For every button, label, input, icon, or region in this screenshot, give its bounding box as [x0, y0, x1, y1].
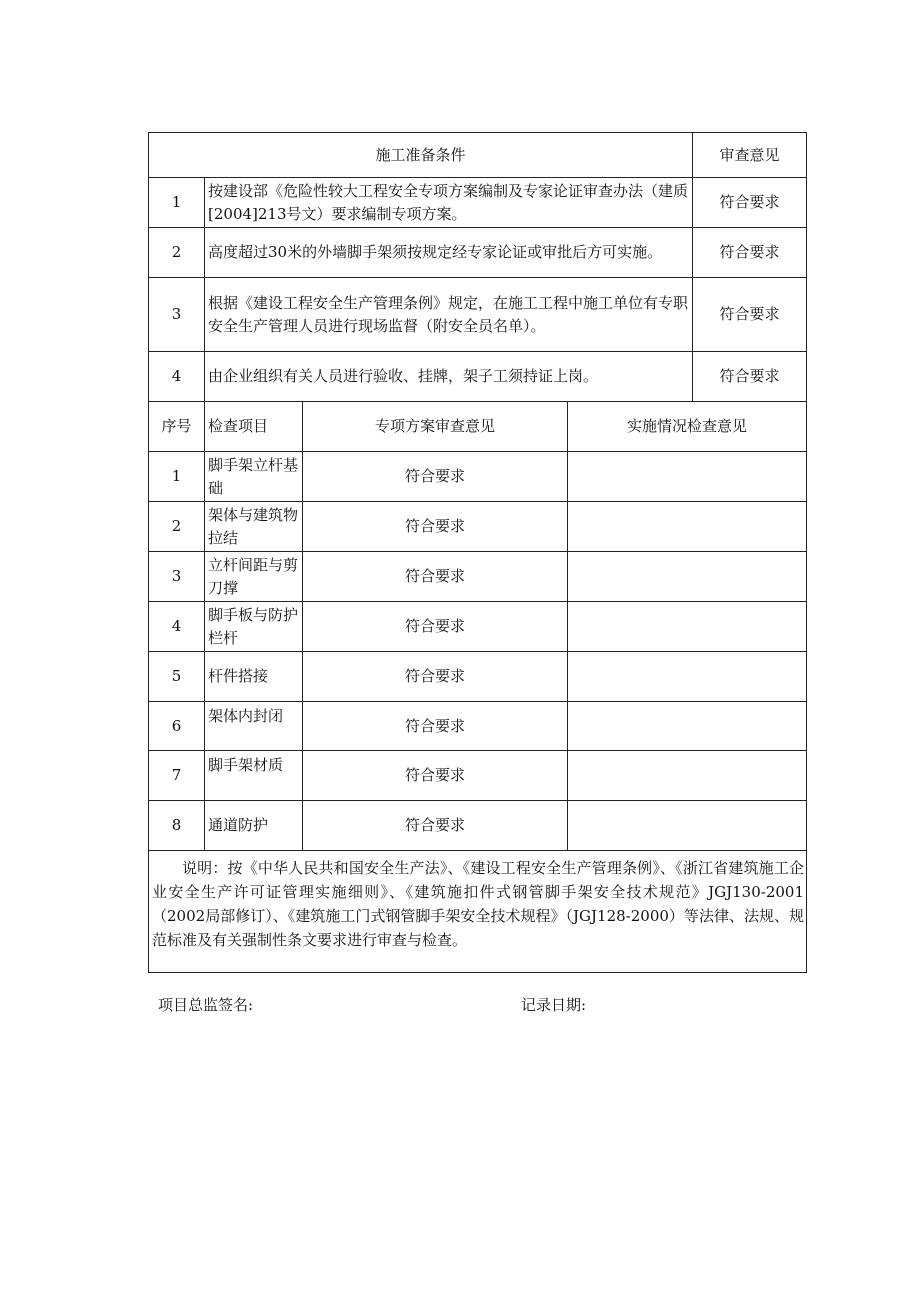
date-label: 记录日期:: [521, 996, 587, 1014]
check-row-no: 7: [149, 751, 205, 801]
check-row-item: 架体内封闭: [205, 702, 303, 751]
check-row-no: 2: [149, 502, 205, 552]
prep-row-no: 2: [149, 228, 205, 278]
check-row-item: 通道防护: [205, 801, 303, 851]
note-row: [149, 851, 807, 973]
inspection-form: [148, 132, 806, 973]
prep-row-no: 1: [149, 178, 205, 228]
inspection-table: [148, 132, 807, 973]
prep-row-opinion: 符合要求: [693, 278, 807, 352]
prep-row: [149, 228, 807, 278]
prep-row-no: 3: [149, 278, 205, 352]
check-row-plan-opinion: 符合要求: [303, 602, 568, 652]
note-text: 说明：按《中华人民共和国安全生产法》、《建设工程安全生产管理条例》、《浙江省建筑施工企业安全生产许可证管理实施细则》、《建筑施扣件式钢管脚手架安全技术规范》JGJ130-2001（2002局部修订）、《建筑施工门式钢管脚手架安全技术规程》（JGJ128-2000）等法律、法规、规范标准及有关强制性条文要求进行审查与检查。: [149, 851, 807, 973]
check-no-header: 序号: [149, 402, 205, 452]
check-row-no: 6: [149, 702, 205, 751]
prep-opinion-header: 审查意见: [693, 133, 807, 178]
check-row-impl-opinion: [568, 452, 807, 502]
check-row: [149, 552, 807, 602]
prep-row-opinion: 符合要求: [693, 228, 807, 278]
prep-row: [149, 278, 807, 352]
check-row-impl-opinion: [568, 652, 807, 702]
check-row-item: 脚手架材质: [205, 751, 303, 801]
prep-row-text: 高度超过30米的外墙脚手架须按规定经专家论证或审批后方可实施。: [205, 228, 693, 278]
check-item-header: 检查项目: [205, 402, 303, 452]
check-row-item: 脚手板与防护栏杆: [205, 602, 303, 652]
check-row: [149, 502, 807, 552]
check-row-impl-opinion: [568, 552, 807, 602]
check-row-item: 立杆间距与剪刀撑: [205, 552, 303, 602]
check-row-item: 架体与建筑物拉结: [205, 502, 303, 552]
check-row-item: 杆件搭接: [205, 652, 303, 702]
prep-row-text: 由企业组织有关人员进行验收、挂牌，架子工须持证上岗。: [205, 352, 693, 402]
check-row: [149, 751, 807, 801]
check-row-impl-opinion: [568, 801, 807, 851]
check-row-plan-opinion: 符合要求: [303, 652, 568, 702]
prep-row: [149, 178, 807, 228]
check-impl-opinion-header: 实施情况检查意见: [568, 402, 807, 452]
check-row-plan-opinion: 符合要求: [303, 552, 568, 602]
check-row-plan-opinion: 符合要求: [303, 452, 568, 502]
check-row: [149, 652, 807, 702]
check-row-plan-opinion: 符合要求: [303, 751, 568, 801]
check-row-plan-opinion: 符合要求: [303, 702, 568, 751]
check-row: [149, 452, 807, 502]
check-row-no: 4: [149, 602, 205, 652]
check-row-impl-opinion: [568, 702, 807, 751]
check-header-row: [149, 402, 807, 452]
prep-row-opinion: 符合要求: [693, 178, 807, 228]
check-row-plan-opinion: 符合要求: [303, 801, 568, 851]
check-row-no: 5: [149, 652, 205, 702]
prep-row-text: 根据《建设工程安全生产管理条例》规定，在施工工程中施工单位有专职安全生产管理人员进行现场监督（附安全员名单）。: [205, 278, 693, 352]
signature-label: 项目总监签名:: [158, 996, 254, 1014]
check-row-impl-opinion: [568, 751, 807, 801]
check-row-plan-opinion: 符合要求: [303, 502, 568, 552]
check-row-item: 脚手架立杆基础: [205, 452, 303, 502]
check-row: [149, 602, 807, 652]
check-plan-opinion-header: 专项方案审查意见: [303, 402, 568, 452]
prep-header-row: [149, 133, 807, 178]
prep-row-opinion: 符合要求: [693, 352, 807, 402]
check-row-impl-opinion: [568, 602, 807, 652]
prep-row-text: 按建设部《危险性较大工程安全专项方案编制及专家论证审查办法（建质[2004]213号文）要求编制专项方案。: [205, 178, 693, 228]
check-row: [149, 702, 807, 751]
prep-row: [149, 352, 807, 402]
check-row: [149, 801, 807, 851]
check-row-no: 8: [149, 801, 205, 851]
check-row-no: 3: [149, 552, 205, 602]
check-row-no: 1: [149, 452, 205, 502]
prep-row-no: 4: [149, 352, 205, 402]
check-row-impl-opinion: [568, 502, 807, 552]
prep-conditions-header: 施工准备条件: [149, 133, 693, 178]
